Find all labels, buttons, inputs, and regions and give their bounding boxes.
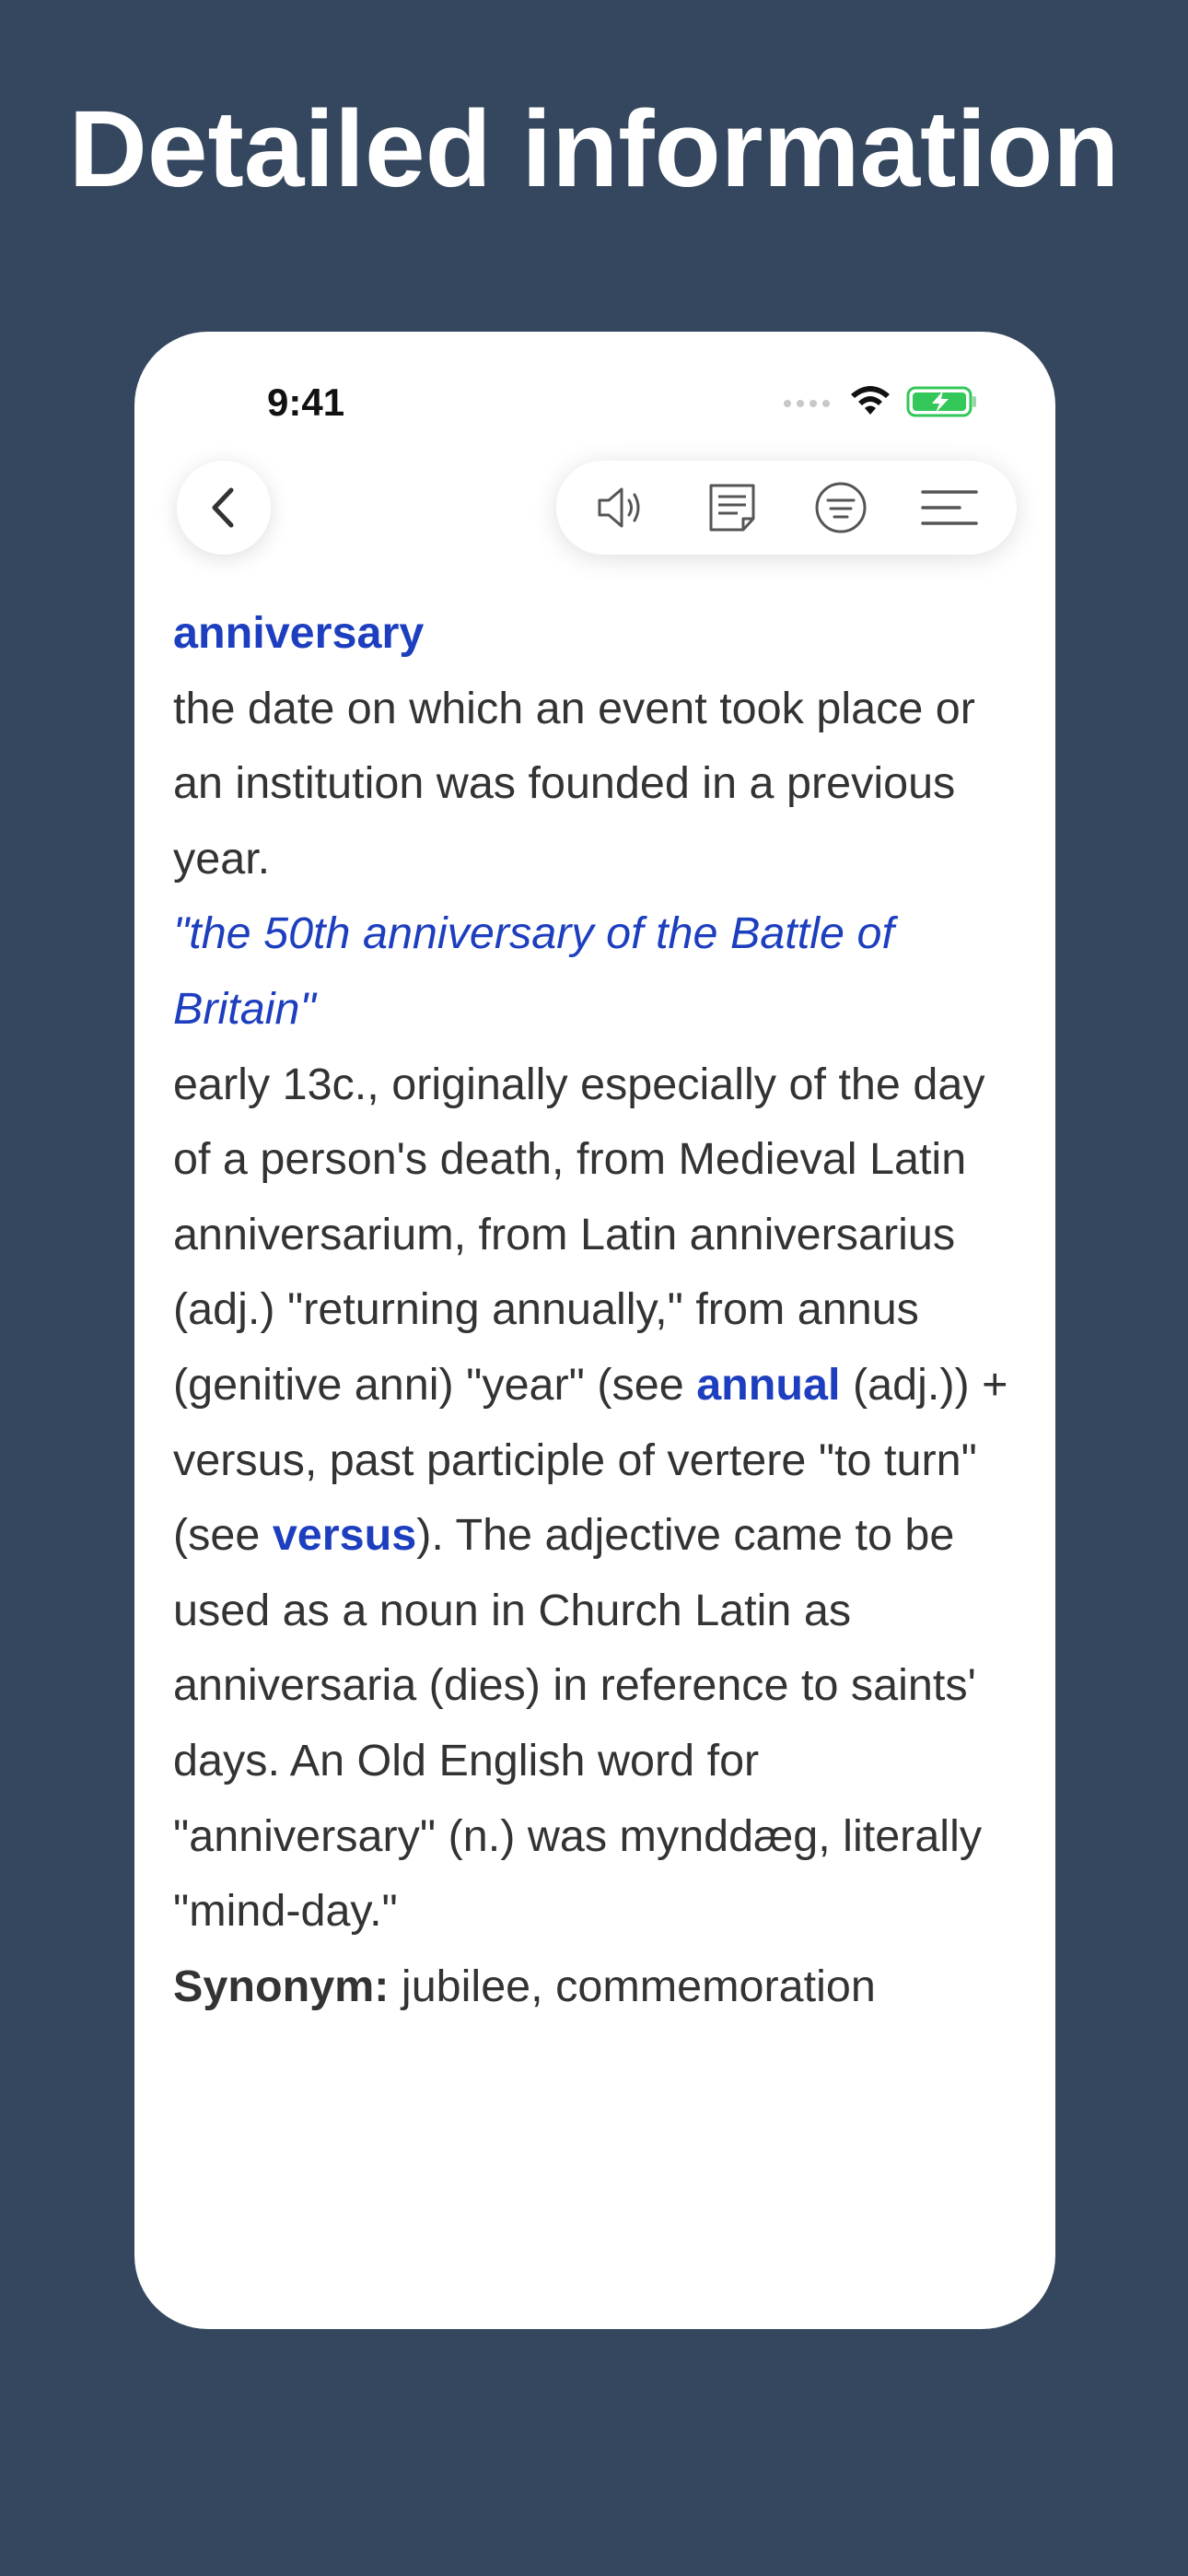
status-time: 9:41 <box>267 381 345 424</box>
link-versus[interactable]: versus <box>272 1510 417 1561</box>
action-bar <box>556 461 1017 555</box>
chevron-left-icon <box>205 485 242 531</box>
synonyms <box>173 1950 1020 2025</box>
battery-icon <box>906 385 978 418</box>
synonym-label: Synonym: <box>173 1961 390 2011</box>
etymology-text: ). The adjective came to be used as a noun in Church Latin as anniversaria (dies) in reference to saints' days. An Old English word for "anniversary" (n.) was mynddæg, literally "mind-day." <box>173 1510 983 1937</box>
menu-icon <box>921 487 978 528</box>
etymology-text: (adj.)) + versus, past participle of vertere "to turn" (see <box>173 1359 1008 1561</box>
signal-icon <box>783 392 834 411</box>
menu-button[interactable] <box>908 466 991 549</box>
note-icon <box>706 482 758 533</box>
toolbar <box>134 461 1055 590</box>
entry-content <box>173 596 1020 2024</box>
filter-button[interactable] <box>799 466 882 549</box>
note-button[interactable] <box>691 466 774 549</box>
wifi-icon <box>849 385 891 418</box>
headword: anniversary <box>173 608 425 658</box>
page-title: Detailed information <box>68 88 1120 210</box>
etymology-text: early 13c., originally especially of the day of a person's death, from Medieval Latin anniversarium, from Latin anniversarius (adj.) "returning annually," from annus (genitive anni) "year" (see <box>173 1059 985 1410</box>
back-button[interactable] <box>177 461 271 555</box>
synonym-list: jubilee, commemoration <box>389 1961 876 2011</box>
etymology <box>173 1048 1020 1950</box>
filter-circle-icon <box>813 480 868 535</box>
definition: the date on which an event took place or an institution was founded in a previous year. <box>173 683 975 884</box>
phone-screen <box>134 332 1055 2329</box>
speaker-icon <box>596 482 651 533</box>
pronounce-button[interactable] <box>582 466 665 549</box>
example-sentence: "the 50th anniversary of the Battle of Britain" <box>173 908 894 1034</box>
status-bar <box>134 332 1055 461</box>
link-annual[interactable]: annual <box>696 1359 841 1410</box>
status-icons <box>783 374 978 429</box>
